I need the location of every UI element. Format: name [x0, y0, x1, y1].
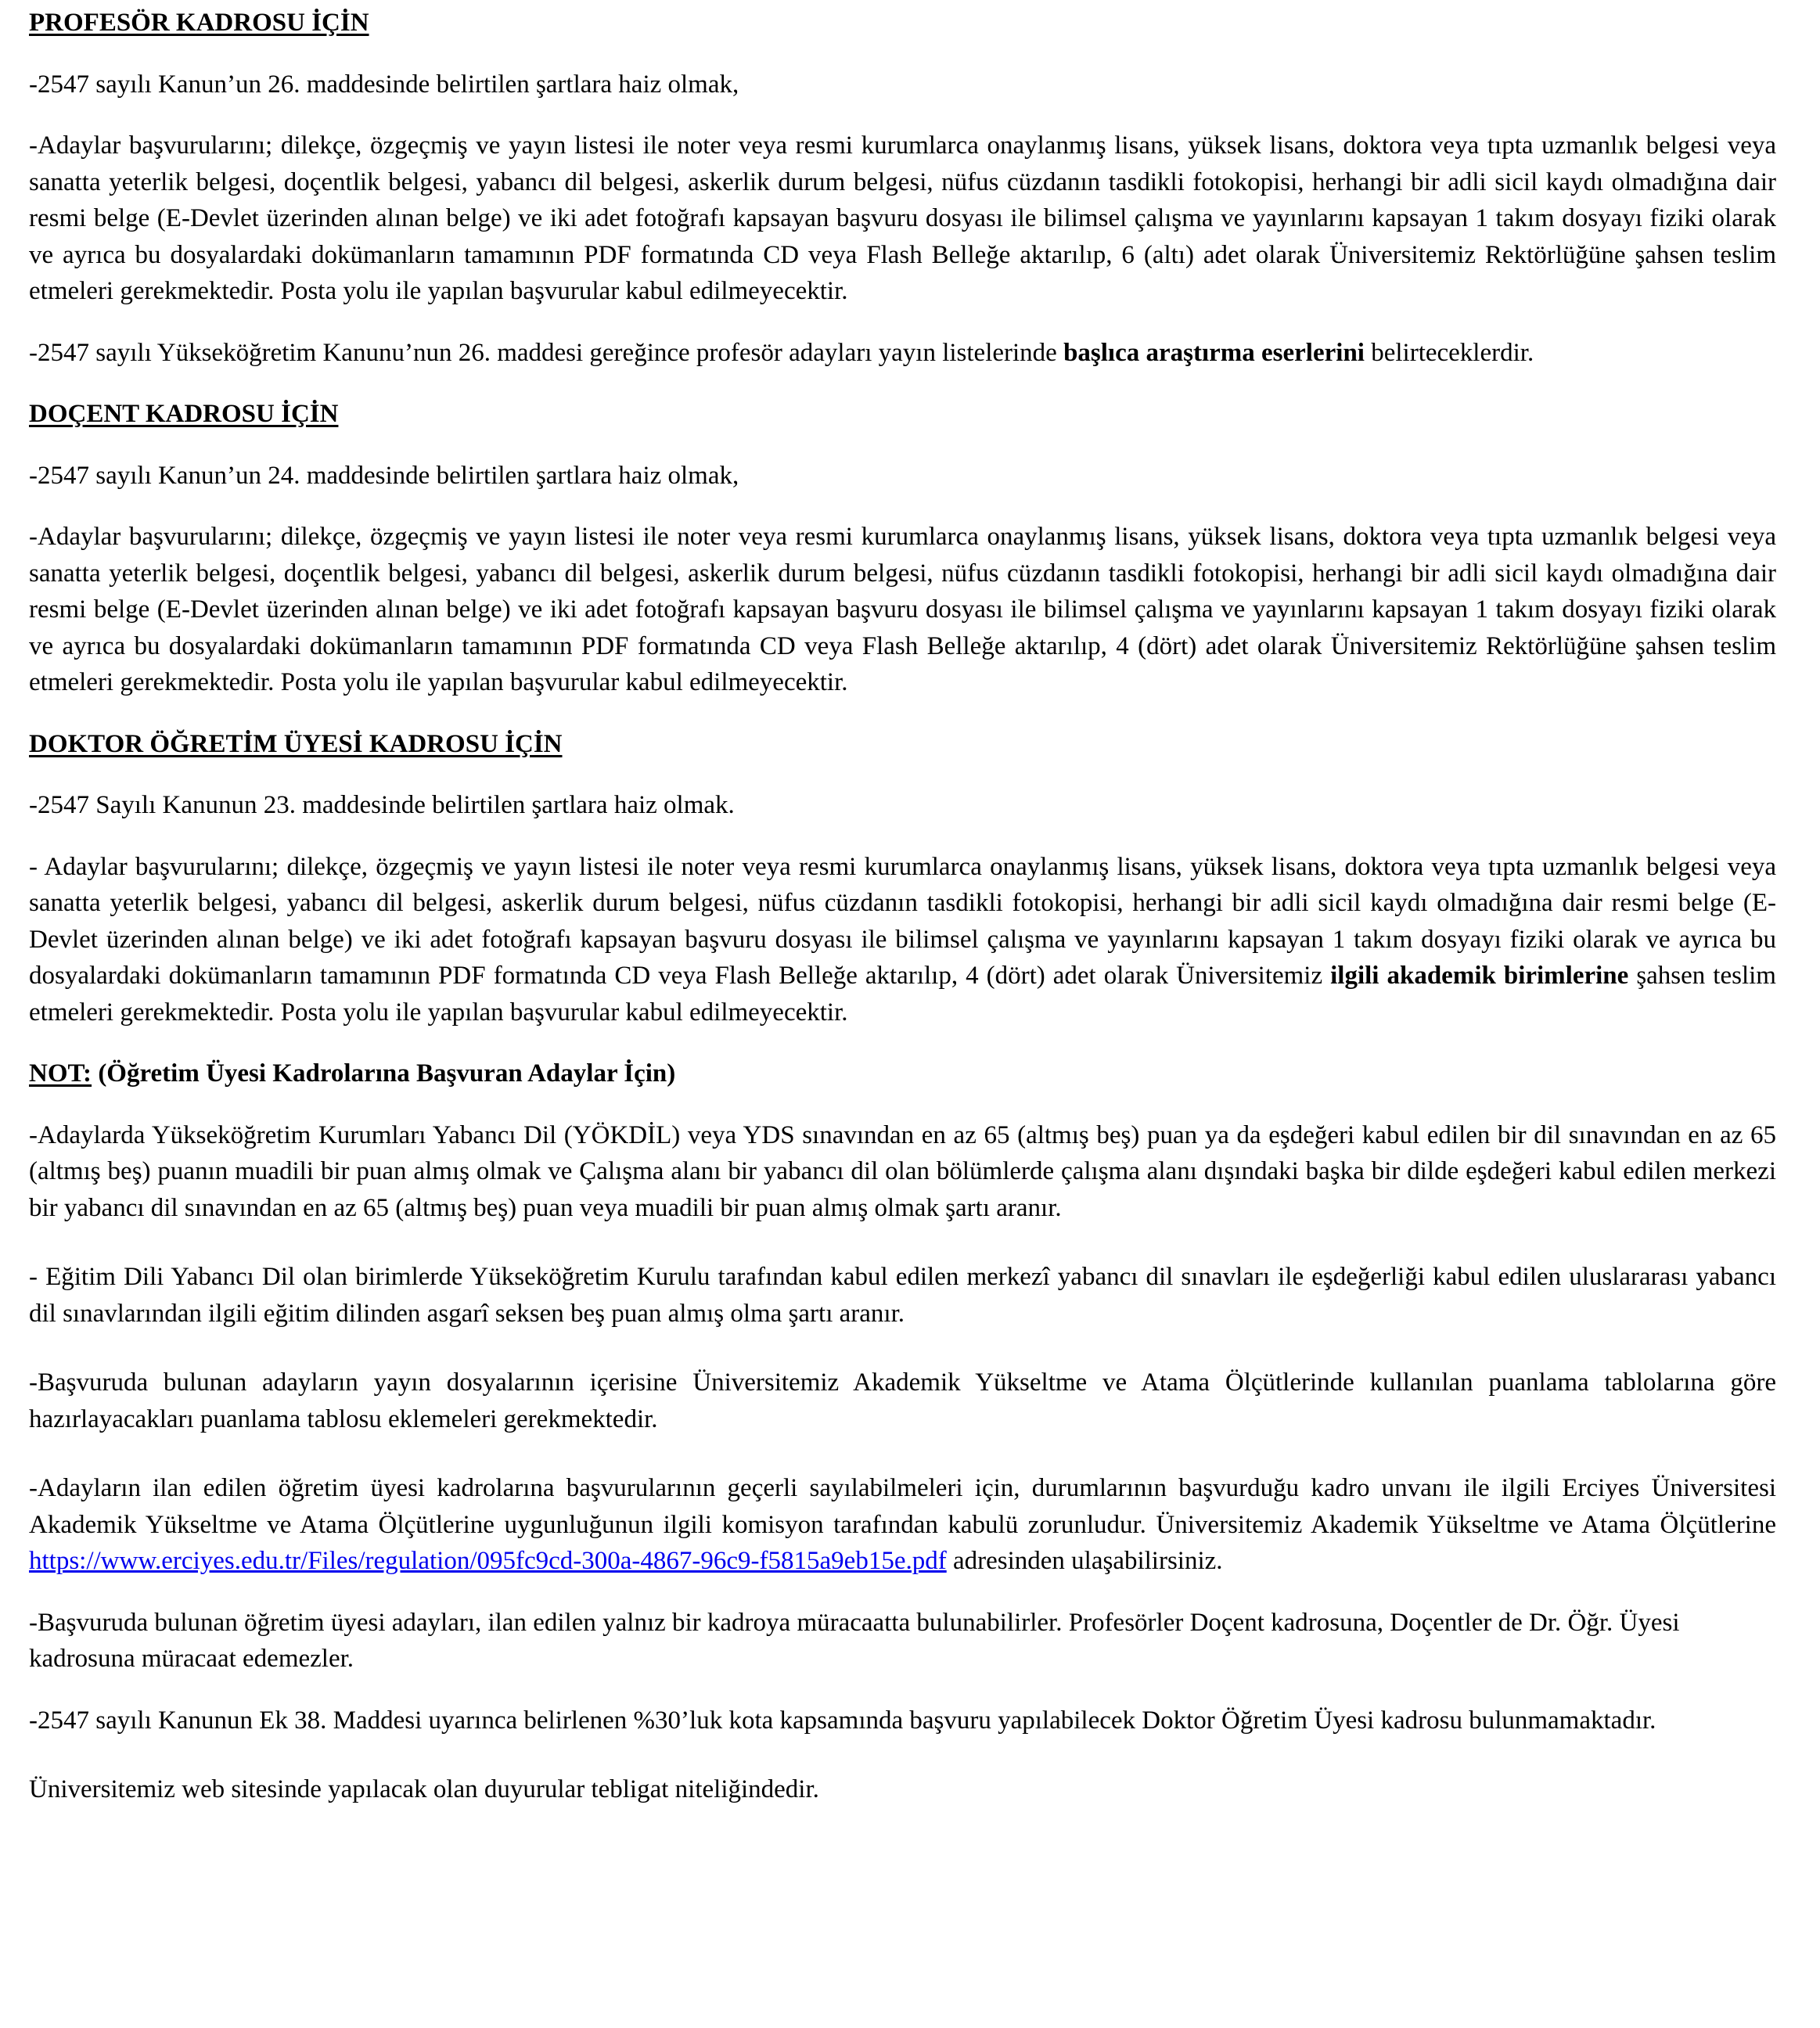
- assistant-application-paragraph: [29, 849, 1776, 1031]
- professor-application-paragraph: -Adaylar başvurularını; dilekçe, özgeçmiş ve yayın listesi ile noter veya resmi kurumlarca onaylanmış lisans, yüksek lisans, doktora veya tıpta uzmanlık belgesi veya sanatta yeterlik belgesi, doçentlik belgesi, yabancı dil belgesi, askerlik durum belgesi, nüfus cüzdanın tasdikli fotokopisi, herhangi bir adli sicil kaydı olmadığına dair resmi belge (E-Devlet üzerinden alınan belge) ve iki adet fotoğrafı kapsayan başvuru dosyası ile bilimsel çalışma ve yayınlarını kapsayan 1 takım dosyayı fiziki olarak ve ayrıca bu dosyalardaki dokümanların tamamının PDF formatında CD veya Flash Belleğe aktarılıp, 6 (altı) adet olarak Üniversitemiz Rektörlüğüne şahsen teslim etmeleri gerekmektedir. Posta yolu ile yapılan başvurular kabul edilmeyecektir.: [29, 131, 1776, 305]
- professor-condition-paragraph: -2547 sayılı Kanun’un 26. maddesinde belirtilen şartlara haiz olmak,: [29, 70, 739, 99]
- note-label: NOT:: [29, 1059, 92, 1088]
- assistant-application-text-end: şahsen teslim etmeleri gerekmektedir. Posta yolu ile yapılan başvurular kabul edilmeyecektir.: [29, 962, 1776, 1027]
- assistant-section-heading: DOKTOR ÖĞRETİM ÜYESİ KADROSU İÇİN: [29, 729, 563, 758]
- note-language-paragraph: -Adaylarda Yükseköğretim Kurumları Yabancı Dil (YÖKDİL) veya YDS sınavından en az 65 (altmış beş) puan ya da eşdeğeri kabul edilen bir dil sınavından en az 65 (altmış beş) puanın muadili bir puan almış olmak ve Çalışma alanı bir yabancı dil olan bölümlerde çalışma alanı dışındaki başka bir dilde eşdeğeri kabul edilen merkezi bir yabancı dil sınavından en az 65 (altmış beş) puan veya muadili bir puan almış olmak şartı aranır.: [29, 1120, 1776, 1222]
- note-criteria-text-end: adresinden ulaşabilirsiniz.: [946, 1547, 1223, 1575]
- professor-publication-text-end: belirteceklerdir.: [1364, 338, 1534, 367]
- professor-section-heading: PROFESÖR KADROSU İÇİN: [29, 9, 369, 37]
- note-heading: [29, 1055, 1776, 1092]
- professor-publication-paragraph: [29, 335, 1776, 372]
- note-instruction-language-paragraph: - Eğitim Dili Yabancı Dil olan birimlerde Yükseköğretim Kurulu tarafından kabul edilen merkezî yabancı dil sınavları ile eşdeğerliği kabul edilen uluslararası yabancı dil sınavlarından ilgili eğitim dilinden asgarî seksen beş puan almış olma şartı aranır.: [29, 1263, 1776, 1328]
- note-criteria-text: -Adayların ilan edilen öğretim üyesi kadrolarına başvurularının geçerli sayılabilmeleri için, durumlarının başvurduğu kadro unvanı ile ilgili Erciyes Üniversitesi Akademik Yükseltme ve Atama Ölçütlerine uygunluğunun ilgili komisyon tarafından kabulü zorunludur. Üniversitemiz Akademik Yükseltme ve Atama Ölçütlerine: [29, 1474, 1776, 1539]
- associate-application-paragraph: -Adaylar başvurularını; dilekçe, özgeçmiş ve yayın listesi ile noter veya resmi kurumlarca onaylanmış lisans, yüksek lisans, doktora veya tıpta uzmanlık belgesi veya sanatta yeterlik belgesi, doçentlik belgesi, yabancı dil belgesi, askerlik durum belgesi, nüfus cüzdanın tasdikli fotokopisi, herhangi bir adli sicil kaydı olmadığına dair resmi belge (E-Devlet üzerinden alınan belge) ve iki adet fotoğrafı kapsayan başvuru dosyası ile bilimsel çalışma ve yayınlarını kapsayan 1 takım dosyayı fiziki olarak ve ayrıca bu dosyalardaki dokümanların tamamının PDF formatında CD veya Flash Belleğe aktarılıp, 4 (dört) adet olarak Üniversitemiz Rektörlüğüne şahsen teslim etmeleri gerekmektedir. Posta yolu ile yapılan başvurular kabul edilmeyecektir.: [29, 523, 1776, 696]
- note-announcement-paragraph: Üniversitemiz web sitesinde yapılacak olan duyurular tebligat niteliğindedir.: [29, 1775, 819, 1803]
- note-single-position-paragraph: -Başvuruda bulunan öğretim üyesi adayları, ilan edilen yalnız bir kadroya müracaatta bulunabilirler. Profesörler Doçent kadrosuna, Doçentler de Dr. Öğr. Üyesi kadrosuna müracaat edemezler.: [29, 1608, 1680, 1673]
- associate-condition-paragraph: -2547 sayılı Kanun’un 24. maddesinde belirtilen şartlara haiz olmak,: [29, 461, 739, 490]
- note-scoring-table-paragraph: -Başvuruda bulunan adayların yayın dosyalarının içerisine Üniversitemiz Akademik Yükseltme ve Atama Ölçütlerinde kullanılan puanlama tablolarına göre hazırlayacakları puanlama tablosu eklemeleri gerekmektedir.: [29, 1368, 1776, 1433]
- assistant-application-text: - Adaylar başvurularını; dilekçe, özgeçmiş ve yayın listesi ile noter veya resmi kurumlarca onaylanmış lisans, yüksek lisans, doktora veya tıpta uzmanlık belgesi veya sanatta yeterlik belgesi, yabancı dil belgesi, askerlik durum belgesi, nüfus cüzdanın tasdikli fotokopisi, herhangi bir adli sicil kaydı olmadığına dair resmi belge (E-Devlet üzerinden alınan belge) ve iki adet fotoğrafı kapsayan başvuru dosyası ile bilimsel çalışma ve yayınlarını kapsayan 1 takım dosyayı fiziki olarak ve ayrıca bu dosyalardaki dokümanların tamamının PDF formatında CD veya Flash Belleğe aktarılıp, 4 (dört) adet olarak Üniversitemiz: [29, 852, 1776, 990]
- note-quota-paragraph: -2547 sayılı Kanunun Ek 38. Maddesi uyarınca belirlenen %30’luk kota kapsamında başvuru yapılabilecek Doktor Öğretim Üyesi kadrosu bulunmamaktadır.: [29, 1706, 1656, 1735]
- professor-publication-text: -2547 sayılı Yükseköğretim Kanunu’nun 26. maddesi gereğince profesör adayları yayın listelerinde: [29, 338, 1064, 367]
- note-criteria-paragraph: [29, 1470, 1776, 1580]
- note-title: (Öğretim Üyesi Kadrolarına Başvuran Adaylar İçin): [92, 1059, 676, 1088]
- assistant-condition-paragraph: -2547 Sayılı Kanunun 23. maddesinde belirtilen şartlara haiz olmak.: [29, 791, 735, 819]
- assistant-application-bold: ilgili akademik birimlerine: [1330, 962, 1629, 990]
- associate-section-heading: DOÇENT KADROSU İÇİN: [29, 400, 339, 428]
- professor-publication-bold: başlıca araştırma eserlerini: [1063, 338, 1365, 367]
- regulation-link[interactable]: https://www.erciyes.edu.tr/Files/regulation/095fc9cd-300a-4867-96c9-f5815a9eb15e.pdf: [29, 1547, 947, 1575]
